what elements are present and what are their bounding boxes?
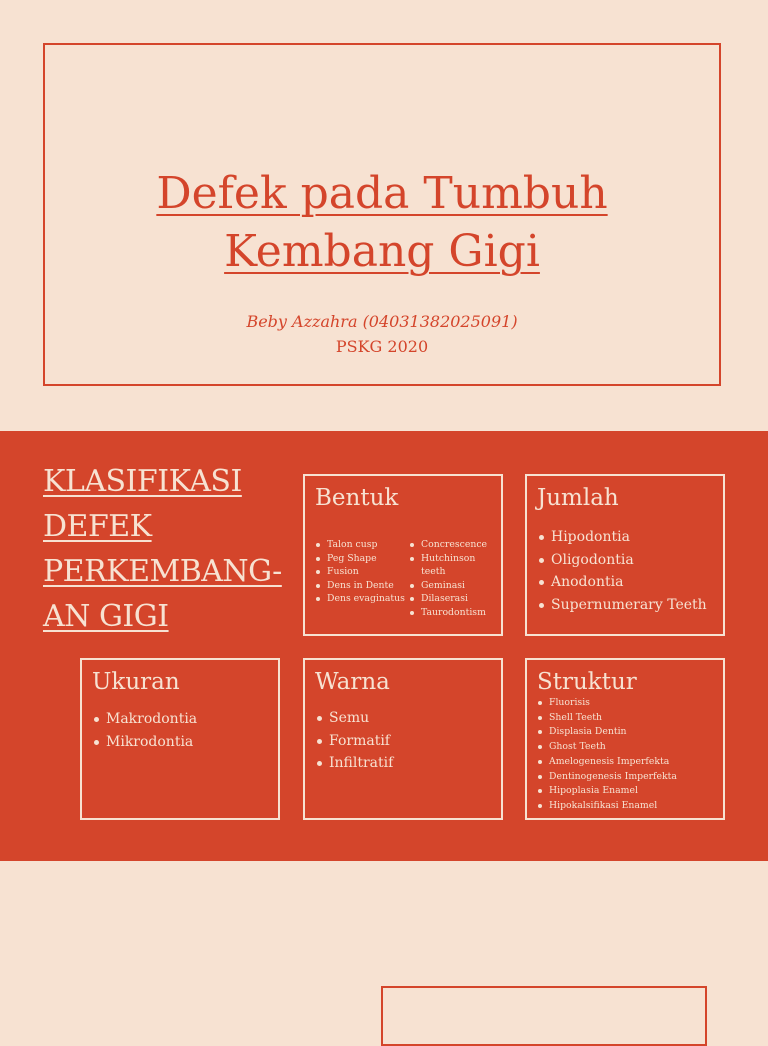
- list-item: Makrodontia: [92, 708, 197, 731]
- list-item: Displasia Dentin: [535, 725, 677, 740]
- section-title: [43, 459, 293, 639]
- list-item: Hutchinson teeth: [409, 552, 501, 579]
- list-item: Taurodontism: [409, 606, 501, 620]
- title-slide-frame: [43, 43, 721, 386]
- list-item: Dens in Dente: [315, 579, 405, 593]
- list-item: Hipokalsifikasi Enamel: [535, 799, 677, 814]
- list-item: Amelogenesis Imperfekta: [535, 755, 677, 770]
- list-item: Supernumerary Teeth: [537, 594, 707, 617]
- list-item: Peg Shape: [315, 552, 405, 566]
- ukuran-list: [92, 708, 197, 753]
- list-item: Mikrodontia: [92, 731, 197, 754]
- list-item: Ghost Teeth: [535, 740, 677, 755]
- list-item: Fluorisis: [535, 696, 677, 711]
- list-item: Semu: [315, 707, 393, 730]
- bentuk-list-col2: [409, 538, 501, 620]
- list-item: Geminasi: [409, 579, 501, 593]
- list-item: Hipoplasia Enamel: [535, 784, 677, 799]
- bentuk-box: [303, 474, 503, 636]
- list-item: Talon cusp: [315, 538, 405, 552]
- list-item: Dens evaginatus: [315, 592, 405, 606]
- bentuk-title: Bentuk: [315, 485, 399, 511]
- jumlah-box: [525, 474, 725, 636]
- list-item: Fusion: [315, 565, 405, 579]
- list-item: Shell Teeth: [535, 711, 677, 726]
- list-item: Infiltratif: [315, 752, 393, 775]
- next-slide-frame: [381, 986, 707, 1046]
- list-item: Formatif: [315, 730, 393, 753]
- slide-title-line-1: Defek pada Tumbuh: [156, 168, 608, 219]
- list-item: Dentinogenesis Imperfekta: [535, 770, 677, 785]
- bentuk-list-col1: [315, 538, 405, 606]
- jumlah-list: [537, 526, 707, 616]
- section-title-line-1: KLASIFIKASI: [43, 464, 242, 499]
- list-item: Dilaserasi: [409, 592, 501, 606]
- ukuran-title: Ukuran: [92, 669, 180, 695]
- struktur-box: [525, 658, 725, 820]
- struktur-list: [535, 696, 677, 814]
- list-item: Oligodontia: [537, 549, 707, 572]
- section-title-line-2: DEFEK: [43, 509, 152, 544]
- struktur-title: Struktur: [537, 669, 637, 695]
- list-item: Concrescence: [409, 538, 501, 552]
- ukuran-box: [80, 658, 280, 820]
- warna-list: [315, 707, 393, 775]
- author-name: Beby Azzahra (04031382025091): [246, 312, 518, 331]
- section-title-line-3: PERKEMBANG-: [43, 554, 282, 589]
- list-item: Hipodontia: [537, 526, 707, 549]
- jumlah-title: Jumlah: [537, 485, 619, 511]
- warna-title: Warna: [315, 669, 390, 695]
- slide-title: [45, 165, 719, 281]
- list-item: Anodontia: [537, 571, 707, 594]
- program-label: PSKG 2020: [335, 337, 429, 356]
- slide-title-line-2: Kembang Gigi: [224, 226, 540, 277]
- warna-box: [303, 658, 503, 820]
- section-title-line-4: AN GIGI: [43, 599, 169, 634]
